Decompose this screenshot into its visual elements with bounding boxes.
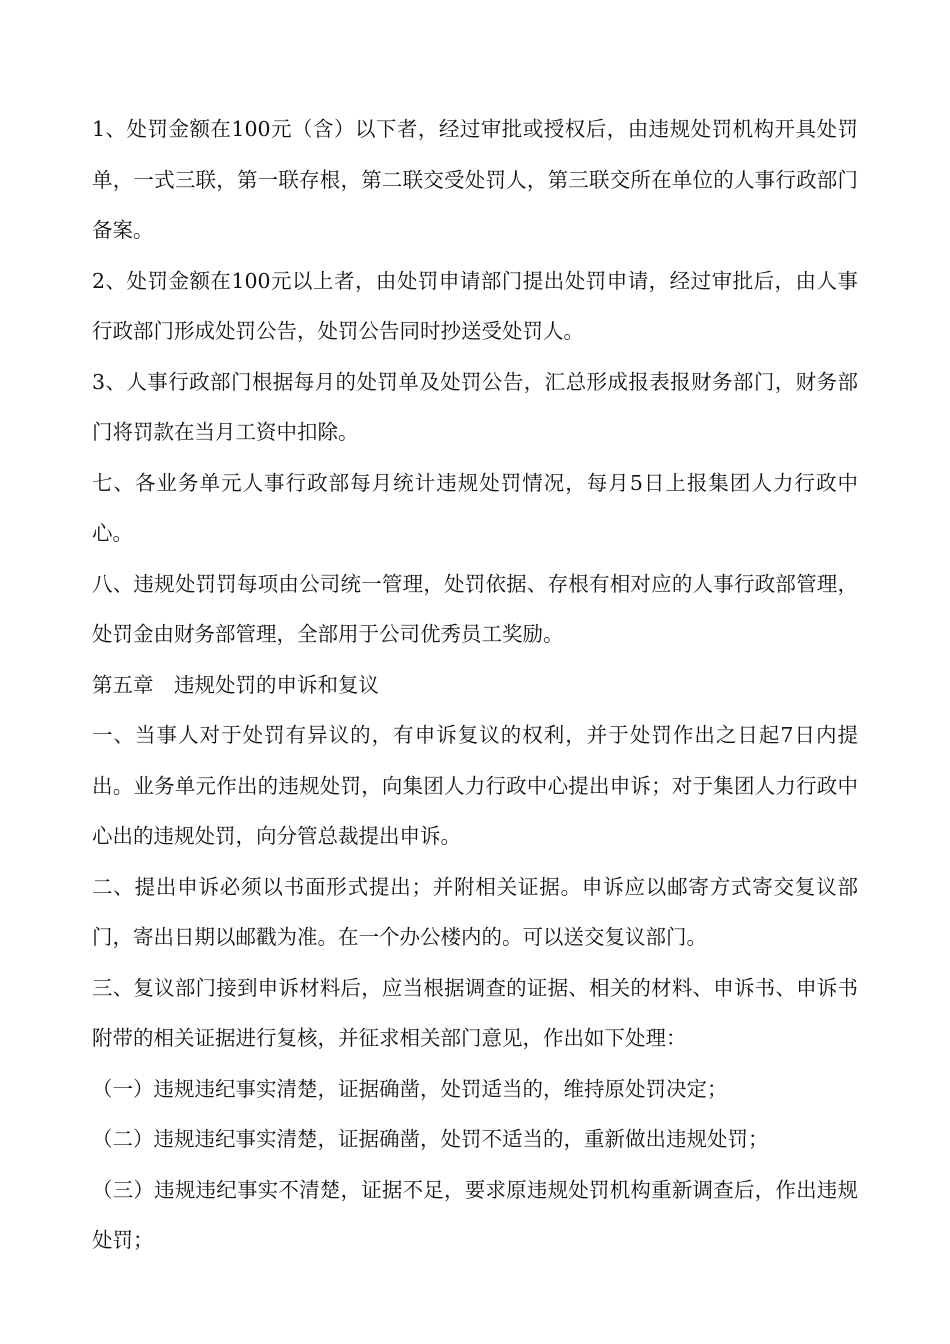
paragraph-article-8: 八、违规处罚罚每项由公司统一管理，处罚依据、存根有相对应的人事行政部管理，处罚金由财务部管理，全部用于公司优秀员工奖励。 bbox=[92, 571, 858, 646]
paragraph-article-3: 三、复议部门接到申诉材料后，应当根据调查的证据、相关的材料、申诉书、申诉书附带的相关证据进行复核，并征求相关部门意见，作出如下处理： bbox=[92, 975, 858, 1050]
paragraph-subitem-2: （二）违规违纪事实清楚，证据确凿，处罚不适当的，重新做出违规处罚； bbox=[92, 1127, 769, 1151]
paragraph-article-2: 二、提出申诉必须以书面形式提出；并附相关证据。申诉应以邮寄方式寄交复议部门，寄出日期以邮戳为准。在一个办公楼内的。可以送交复议部门。 bbox=[92, 874, 858, 949]
paragraph-item-2: 2、处罚金额在100元以上者，由处罚申请部门提出处罚申请，经过审批后，由人事行政部门形成处罚公告，处罚公告同时抄送受处罚人。 bbox=[92, 268, 858, 343]
paragraph-subitem-3: （三）违规违纪事实不清楚，证据不足，要求原违规处罚机构重新调查后，作出违规处罚； bbox=[92, 1177, 858, 1252]
paragraph-article-7: 七、各业务单元人事行政部每月统计违规处罚情况，每月5日上报集团人力行政中心。 bbox=[92, 470, 858, 545]
paragraph-article-1: 一、当事人对于处罚有异议的，有申诉复议的权利，并于处罚作出之日起7日内提出。业务单元作出的违规处罚，向集团人力行政中心提出申诉；对于集团人力行政中心出的违规处罚，向分管总裁提出申诉。 bbox=[92, 723, 858, 848]
document-body bbox=[92, 104, 858, 1266]
chapter-heading: 第五章 违规处罚的申诉和复议 bbox=[92, 672, 379, 697]
paragraph-item-3: 3、人事行政部门根据每月的处罚单及处罚公告，汇总形成报表报财务部门，财务部门将罚款在当月工资中扣除。 bbox=[92, 369, 858, 444]
paragraph-item-1: 1、处罚金额在100元（含）以下者，经过审批或授权后，由违规处罚机构开具处罚单，一式三联，第一联存根，第二联交受处罚人，第三联交所在单位的人事行政部门备案。 bbox=[92, 117, 858, 242]
paragraph-subitem-1: （一）违规违纪事实清楚，证据确凿，处罚适当的，维持原处罚决定； bbox=[92, 1076, 728, 1101]
